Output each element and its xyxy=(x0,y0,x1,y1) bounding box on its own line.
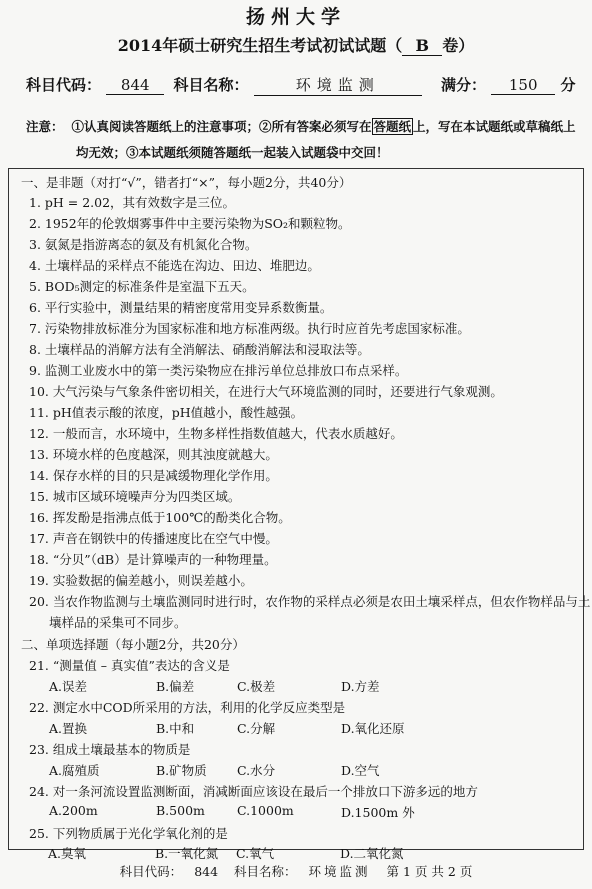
exam-title-suffix: 卷） xyxy=(442,36,475,55)
notice-line-1 xyxy=(26,117,576,137)
question-21: 21. “测量值 – 真实值”表达的含义是 xyxy=(29,658,230,673)
question-22: 22. 测定水中COD所采用的方法，利用的化学反应类型是 xyxy=(29,700,346,715)
exam-title xyxy=(0,33,592,56)
question-23: 23. 组成土壤最基本的物质是 xyxy=(29,742,191,757)
question-18: 18. “分贝”（dB）是计算噪声的一种物理量。 xyxy=(29,552,277,567)
question-19: 19. 实验数据的偏差越小，则误差越小。 xyxy=(29,573,253,588)
subject-code-value: 844 xyxy=(106,76,164,95)
page-footer xyxy=(0,862,592,880)
option-23-b: B.矿物质 xyxy=(156,763,207,778)
full-score-value: 150 xyxy=(491,76,555,95)
option-24-c: C.1000m xyxy=(237,803,294,818)
notice-text-a: ①认真阅读答题纸上的注意事项；②所有答案必须写在 xyxy=(71,119,372,134)
question-20: 20. 当农作物监测与土壤监测同时进行时，农作物的采样点必须是农田土壤采样点，但农作物样品与土 xyxy=(29,594,591,609)
subject-name-label: 科目名称： xyxy=(173,76,249,94)
question-17: 17. 声音在钢铁中的传播速度比在空气中慢。 xyxy=(29,531,278,546)
question-12: 12. 一般而言，水环境中，生物多样性指数值越大，代表水质越好。 xyxy=(29,426,403,441)
notice-boxed-word: 答题纸 xyxy=(373,119,412,134)
question-11: 11. pH值表示酸的浓度，pH值越小，酸性越强。 xyxy=(29,405,304,420)
option-23-d: D.空气 xyxy=(341,763,380,778)
notice-text-b: 上，写在本试题纸或草稿纸上 xyxy=(413,119,576,134)
option-21-a: A.误差 xyxy=(49,679,88,694)
question-frame xyxy=(8,168,591,850)
question-3: 3. 氨氮是指游离态的氨及有机氮化合物。 xyxy=(29,237,258,252)
option-21-c: C.极差 xyxy=(237,679,276,694)
question-20-continued: 壤样品的采集可不同步。 xyxy=(49,615,187,630)
option-21-b: B.偏差 xyxy=(156,679,195,694)
question-6: 6. 平行实验中，测量结果的精密度常用变异系数衡量。 xyxy=(29,300,333,315)
subject-code-label: 科目代码： xyxy=(26,76,102,94)
question-5: 5. BOD₅测定的标准条件是室温下五天。 xyxy=(29,279,255,294)
question-15: 15. 城市区域环境噪声分为四类区域。 xyxy=(29,489,241,504)
question-2: 2. 1952年的伦敦烟雾事件中主要污染物为SO₂和颗粒物。 xyxy=(29,216,351,231)
option-25-b: B.一氧化氮 xyxy=(155,846,219,861)
option-22-d: D.氧化还原 xyxy=(341,721,405,736)
option-25-d: D.二氧化氮 xyxy=(340,846,404,861)
option-22-c: C.分解 xyxy=(237,721,276,736)
subject-name-value: 环境监测 xyxy=(254,74,422,96)
question-9: 9. 监测工业废水中的第一类污染物应在排污单位总排放口布点采样。 xyxy=(29,363,408,378)
option-25-c: C.氧气 xyxy=(236,846,275,861)
option-24-a: A.200m xyxy=(49,803,98,818)
section-2-title: 二、单项选择题（每小题2分，共20分） xyxy=(21,637,245,652)
option-25-a: A.臭氧 xyxy=(48,846,87,861)
question-25: 25. 下列物质属于光化学氧化剂的是 xyxy=(29,826,228,841)
score-unit: 分 xyxy=(560,76,576,94)
question-24: 24. 对一条河流设置监测断面，消减断面应该设在最后一个排放口下游多远的地方 xyxy=(29,784,478,799)
option-24-d: D.1500m 外 xyxy=(341,805,415,820)
question-10: 10. 大气污染与气象条件密切相关，在进行大气环境监测的同时，还要进行气象观测。 xyxy=(29,384,503,399)
question-14: 14. 保存水样的目的只是减缓物理化学作用。 xyxy=(29,468,278,483)
notice-line-2: 均无效；③本试题纸须随答题纸一起装入试题袋中交回！ xyxy=(76,145,389,160)
option-23-c: C.水分 xyxy=(237,763,276,778)
option-22-a: A.置换 xyxy=(49,721,88,736)
option-24-b: B.500m xyxy=(156,803,205,818)
question-8: 8. 土壤样品的消解方法有全消解法、硝酸消解法和浸取法等。 xyxy=(29,342,370,357)
option-21-d: D.方差 xyxy=(341,679,380,694)
notice-label: 注意： xyxy=(26,119,64,134)
question-7: 7. 污染物排放标准分为国家标准和地方标准两级。执行时应首先考虑国家标准。 xyxy=(29,321,470,336)
subject-info-row xyxy=(26,74,575,96)
question-13: 13. 环境水样的色度越深，则其浊度就越大。 xyxy=(29,447,278,462)
university-name: 扬州大学 xyxy=(245,6,346,28)
footer-code: 844 xyxy=(194,864,219,879)
footer-name-label: 科目名称： xyxy=(234,864,297,879)
exam-title-prefix: 2014年硕士研究生招生考试初试试题（ xyxy=(117,36,403,55)
question-1: 1. pH = 2.02，其有效数字是三位。 xyxy=(29,195,236,210)
option-23-a: A.腐殖质 xyxy=(49,763,100,778)
section-1-title: 一、是非题（对打“√”，错者打“×”，每小题2分，共40分） xyxy=(21,175,352,190)
footer-code-label: 科目代码： xyxy=(119,864,183,879)
paper-code: B xyxy=(402,36,442,56)
footer-name: 环境监测 xyxy=(308,864,371,879)
footer-page: 第 1 页 共 2 页 xyxy=(386,864,473,879)
option-22-b: B.中和 xyxy=(156,721,195,736)
full-score-label: 满分： xyxy=(440,76,486,94)
question-4: 4. 土壤样品的采样点不能选在沟边、田边、堆肥边。 xyxy=(29,258,320,273)
question-16: 16. 挥发酚是指沸点低于100℃的酚类化合物。 xyxy=(29,510,291,525)
